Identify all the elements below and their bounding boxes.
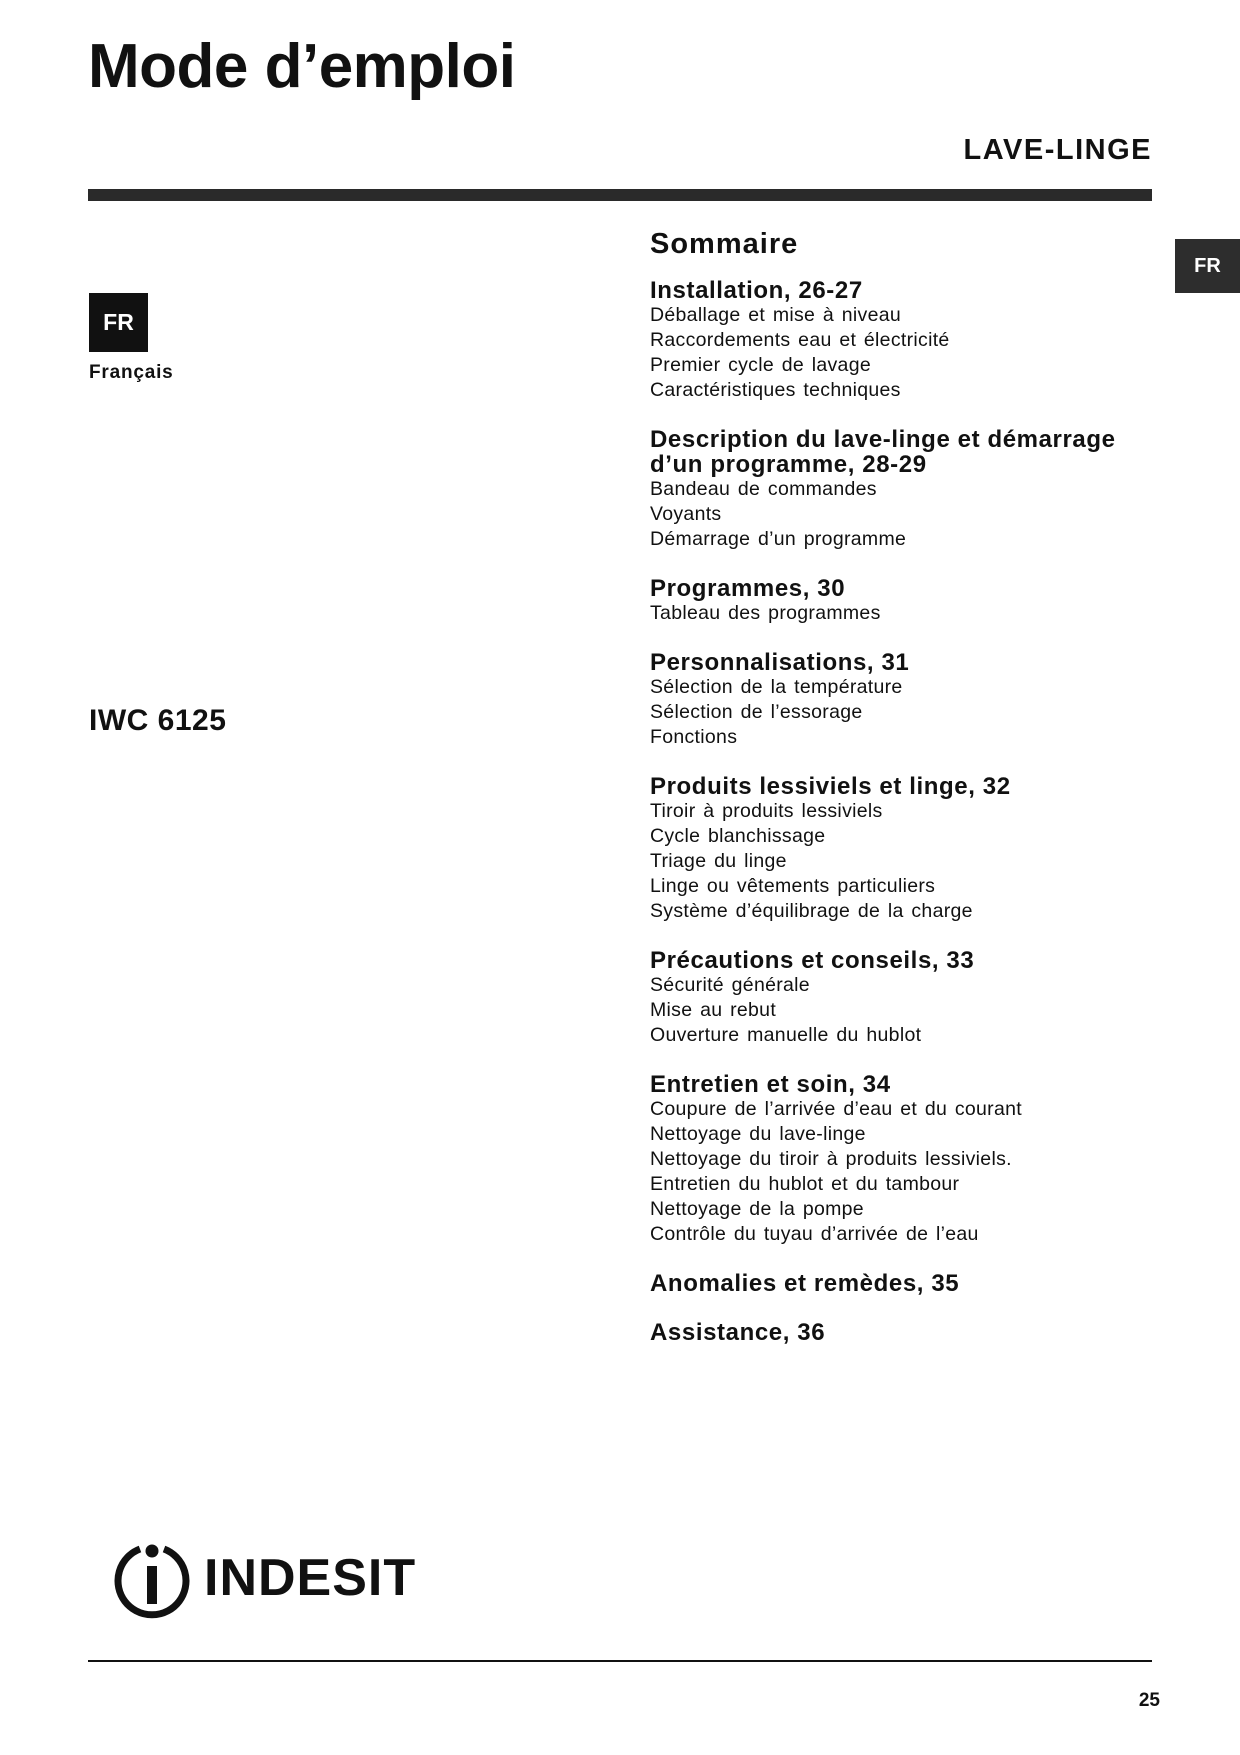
language-code-badge: FR bbox=[89, 293, 148, 352]
toc-entry: Linge ou vêtements particuliers bbox=[650, 875, 936, 898]
toc-section bbox=[650, 774, 1170, 924]
toc-entry: Mise au rebut bbox=[650, 999, 777, 1022]
toc-entry: Sélection de la température bbox=[650, 676, 903, 699]
language-side-tab: FR bbox=[1175, 239, 1240, 293]
toc-entry: Système d’équilibrage de la charge bbox=[650, 900, 973, 923]
toc-heading: Sommaire bbox=[650, 228, 799, 260]
toc-section bbox=[650, 278, 1170, 403]
toc-entry: Démarrage d’un programme bbox=[650, 528, 907, 551]
toc-section-title: Description du lave-linge et démarrage d’un programme, 28-29 bbox=[650, 426, 1116, 479]
toc-section bbox=[650, 1072, 1170, 1247]
top-divider bbox=[88, 189, 1152, 201]
toc-entry: Nettoyage du tiroir à produits lessiviels. bbox=[650, 1148, 1012, 1171]
toc-section-list bbox=[650, 278, 1170, 1345]
toc-section-title: Entretien et soin, 34 bbox=[650, 1071, 891, 1099]
toc-entry: Bandeau de commandes bbox=[650, 478, 877, 501]
toc-entry: Ouverture manuelle du hublot bbox=[650, 1024, 922, 1047]
bottom-divider bbox=[88, 1660, 1152, 1662]
toc-section bbox=[650, 427, 1170, 552]
model-number: IWC 6125 bbox=[89, 704, 227, 737]
page-number: 25 bbox=[1138, 1690, 1160, 1711]
toc-section bbox=[650, 1271, 1170, 1296]
toc-entry: Sélection de l’essorage bbox=[650, 701, 863, 724]
toc-section-title: Programmes, 30 bbox=[650, 575, 846, 603]
toc-entry: Déballage et mise à niveau bbox=[650, 304, 902, 327]
toc-section bbox=[650, 948, 1170, 1048]
language-name: Français bbox=[89, 362, 174, 383]
toc-entry: Contrôle du tuyau d’arrivée de l’eau bbox=[650, 1223, 979, 1246]
toc-entry: Cycle blanchissage bbox=[650, 825, 826, 848]
toc-entry: Tiroir à produits lessiviels bbox=[650, 800, 883, 823]
indesit-i-circle-icon bbox=[110, 1536, 194, 1620]
brand-logo bbox=[110, 1536, 416, 1620]
toc-entry: Entretien du hublot et du tambour bbox=[650, 1173, 960, 1196]
toc-section-title: Anomalies et remèdes, 35 bbox=[650, 1270, 960, 1298]
toc-entry: Sécurité générale bbox=[650, 974, 810, 997]
brand-wordmark: INDESIT bbox=[204, 1549, 417, 1607]
toc-entry: Voyants bbox=[650, 503, 722, 526]
toc-section bbox=[650, 1320, 1170, 1345]
toc-section bbox=[650, 576, 1170, 626]
toc-entry: Tableau des programmes bbox=[650, 602, 881, 625]
toc-section-title: Assistance, 36 bbox=[650, 1319, 826, 1347]
toc-section-title: Précautions et conseils, 33 bbox=[650, 947, 975, 975]
toc-entry: Fonctions bbox=[650, 726, 738, 749]
toc-section-title: Personnalisations, 31 bbox=[650, 649, 910, 677]
toc-entry: Nettoyage de la pompe bbox=[650, 1198, 864, 1221]
toc-entry: Coupure de l’arrivée d’eau et du courant bbox=[650, 1098, 1022, 1121]
table-of-contents bbox=[650, 226, 1170, 1369]
toc-entry: Nettoyage du lave-linge bbox=[650, 1123, 866, 1146]
toc-entry: Raccordements eau et électricité bbox=[650, 329, 950, 352]
toc-entry: Triage du linge bbox=[650, 850, 787, 873]
document-title: Mode d’emploi bbox=[88, 32, 516, 101]
toc-entry: Caractéristiques techniques bbox=[650, 379, 901, 402]
toc-section-title: Produits lessiviels et linge, 32 bbox=[650, 773, 1011, 801]
document-subtitle: LAVE-LINGE bbox=[963, 134, 1152, 166]
toc-section bbox=[650, 650, 1170, 750]
toc-section-title: Installation, 26-27 bbox=[650, 277, 863, 305]
toc-entry: Premier cycle de lavage bbox=[650, 354, 871, 377]
